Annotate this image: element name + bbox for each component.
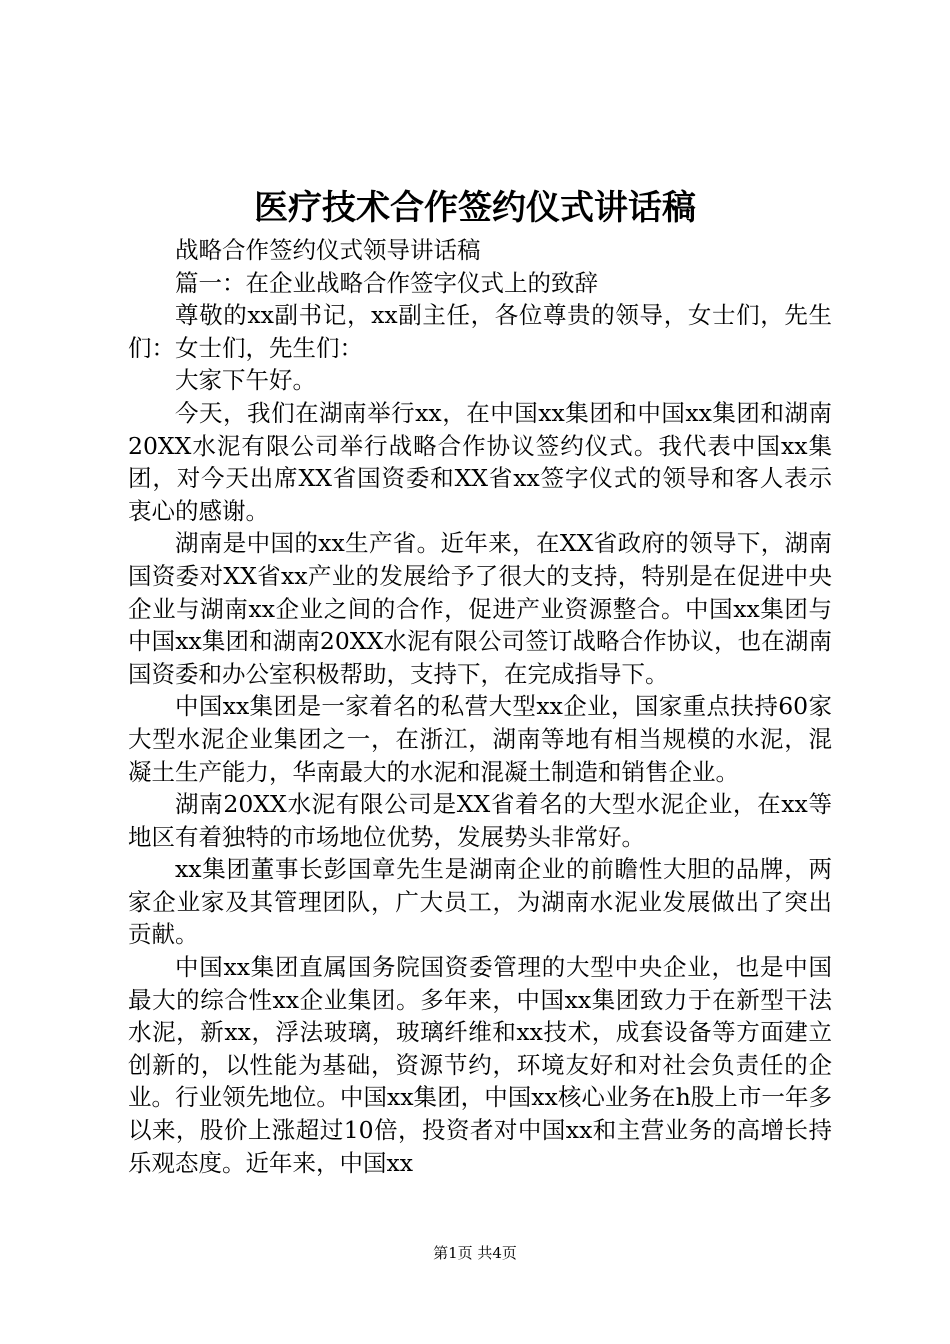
paragraph: 战略合作签约仪式领导讲话稿 [175,236,481,264]
paragraph: 尊敬的xx副书记，xx副主任，各位尊贵的领导，女士们，先生们：女士们，先生们： [128,301,832,362]
paragraph: 湖南是中国的xx生产省。近年来，在XX省政府的领导下，湖南国资委对XX省xx产业的发展给予了很大的支持，特别是在促进中央企业与湖南xx企业之间的合作，促进产业资源整合。中国xx集团与中国xx集团和湖南20XX水泥有限公司签订战略合作协议，也在湖南国资委和办公室积极帮助，支持下，在完成指导下。 [128,529,832,688]
paragraph: 中国xx集团是一家着名的私营大型xx企业，国家重点扶持60家大型水泥企业集团之一，在浙江，湖南等地有相当规模的水泥，混凝土生产能力，华南最大的水泥和混凝土制造和销售企业。 [128,692,832,786]
paragraph: 中国xx集团直属国务院国资委管理的大型中央企业，也是中国最大的综合性xx企业集团。多年来，中国xx集团致力于在新型干法水泥，新xx，浮法玻璃，玻璃纤维和xx技术，成套设备等方面建立创新的，以性能为基础，资源节约，环境友好和对社会负责任的企业。行业领先地位。中国xx集团，中国xx核心业务在h股上市一年多以来，股价上涨超过10倍，投资者对中国xx和主营业务的高增长持乐观态度。近年来，中国xx [128,953,832,1177]
paragraph: 篇一：在企业战略合作签字仪式上的致辞 [175,268,598,297]
document-title: 医疗技术合作签约仪式讲话稿 [254,188,696,228]
paragraph: 大家下午好。 [175,366,316,395]
document-body [128,234,832,1179]
page-number-footer: 第1页 共4页 [433,1244,517,1262]
paragraph: 今天，我们在湖南举行xx，在中国xx集团和中国xx集团和湖南20XX水泥有限公司举行战略合作协议签约仪式。我代表中国xx集团，对今天出席XX省国资委和XX省xx签字仪式的领导和客人表示衷心的感谢。 [128,398,832,525]
paragraph: 湖南20XX水泥有限公司是XX省着名的大型水泥企业，在xx等地区有着独特的市场地位优势，发展势头非常好。 [128,790,832,851]
paragraph: xx集团董事长彭国章先生是湖南企业的前瞻性大胆的品牌，两家企业家及其管理团队，广大员工，为湖南水泥业发展做出了突出贡献。 [128,855,832,949]
